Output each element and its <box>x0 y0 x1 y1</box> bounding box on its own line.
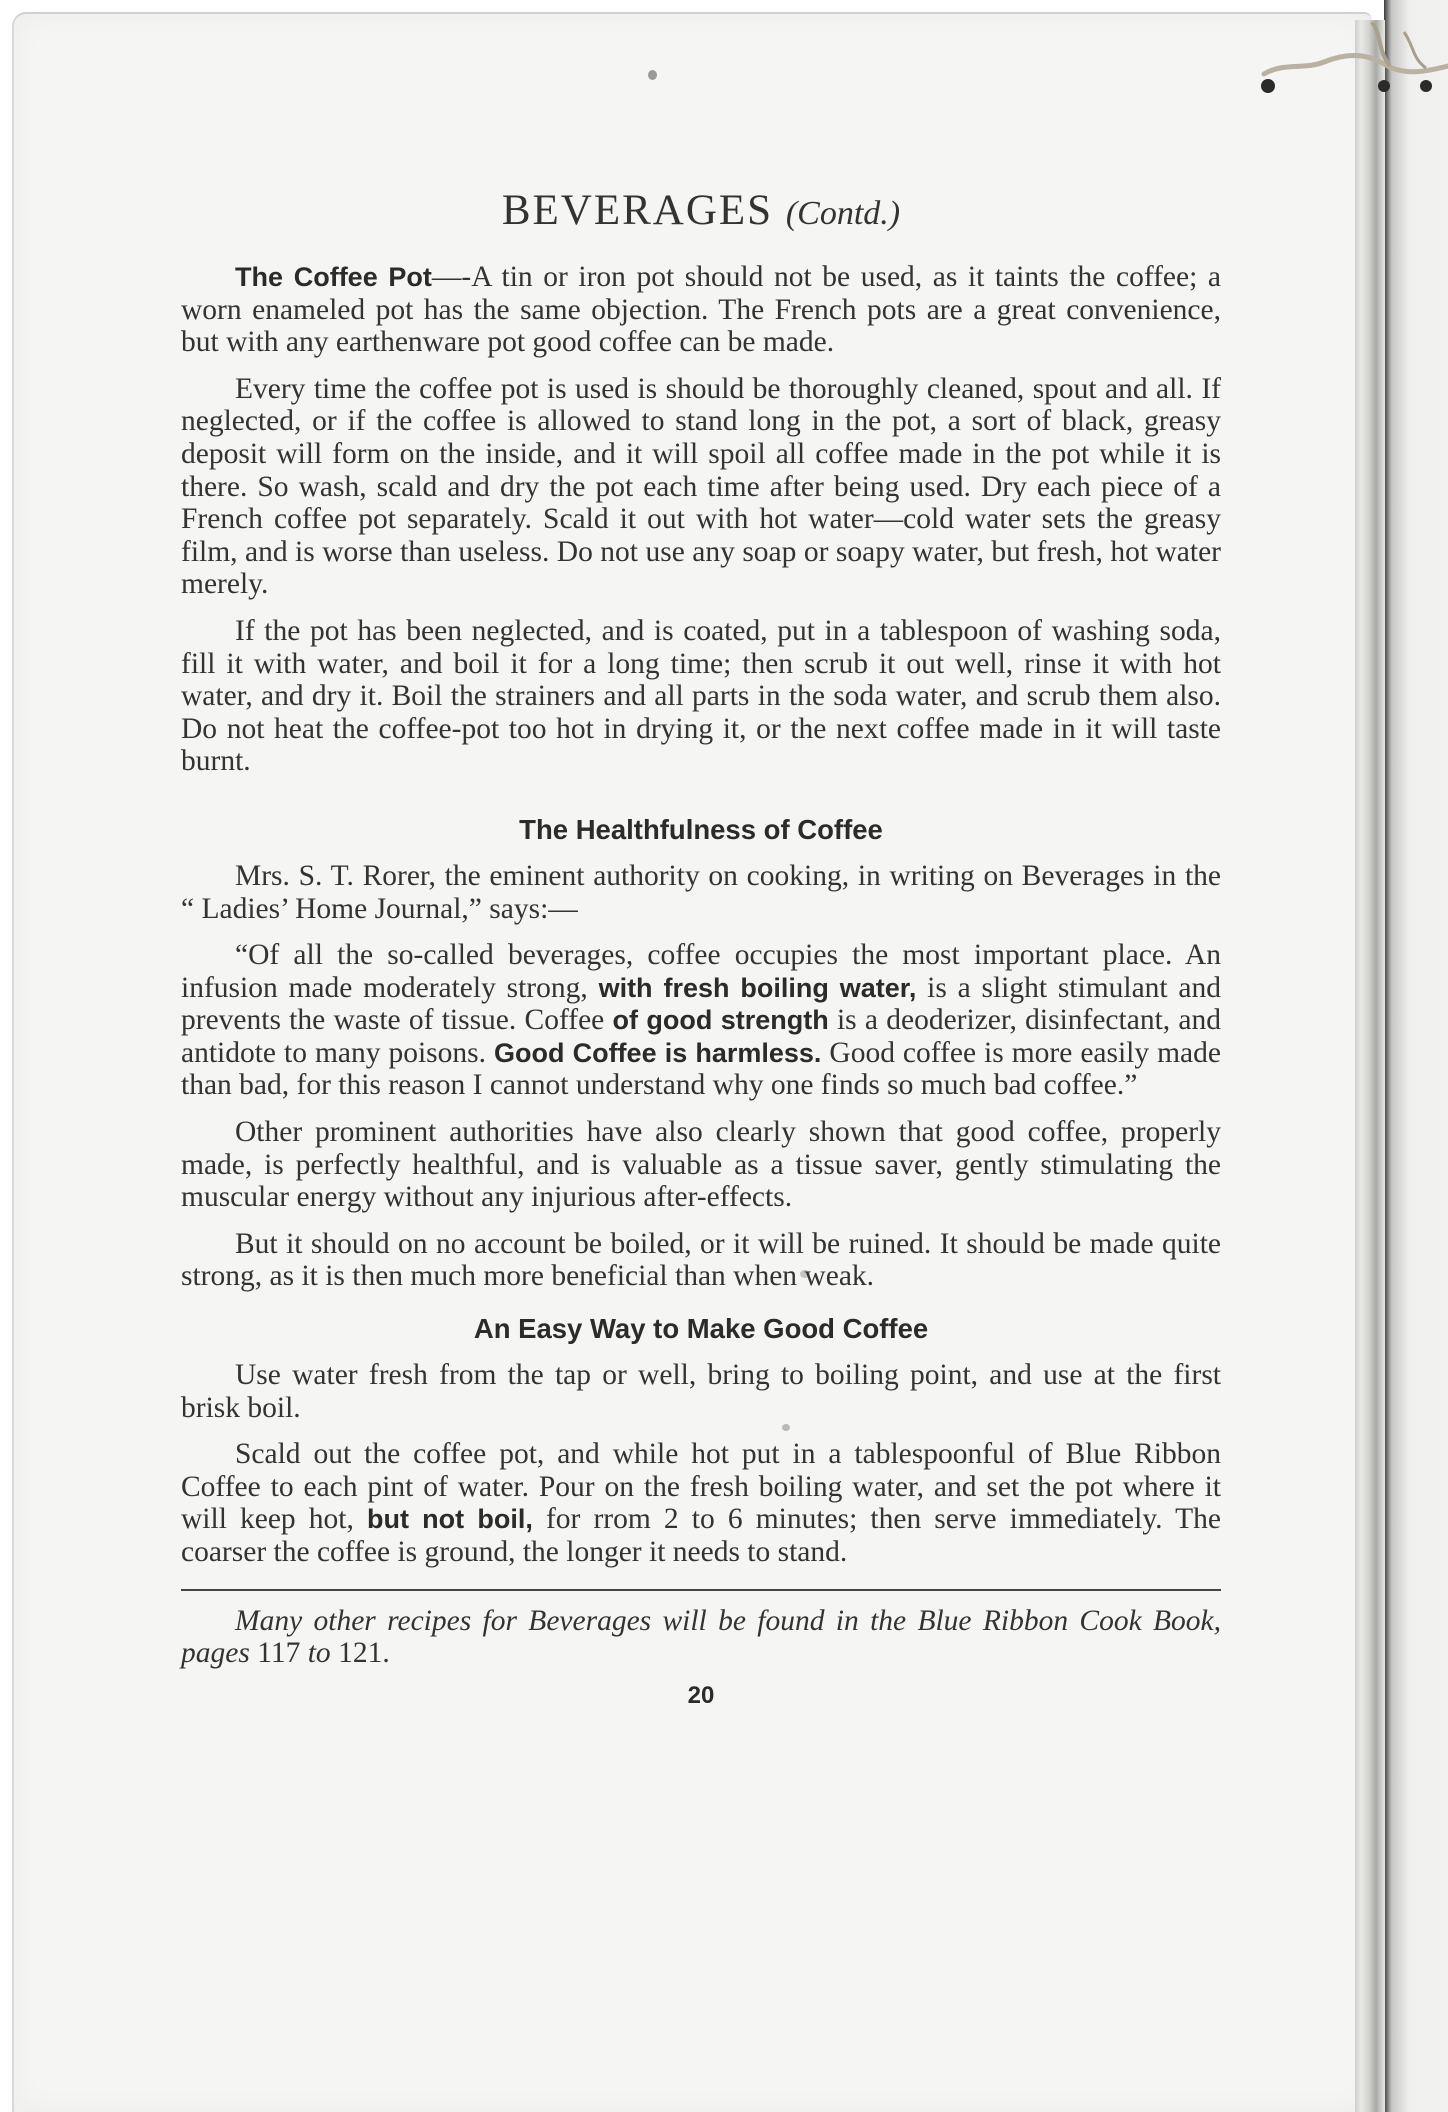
binding-string-graphic <box>1254 22 1448 102</box>
page-number: 20 <box>687 1681 715 1709</box>
coffee-pot-lead: The Coffee Pot <box>235 262 432 292</box>
footnote-page-start: 117 <box>257 1637 301 1670</box>
quote-part: is a slight stimulant and prevents the waste of tissue. Coffee <box>181 971 1222 1037</box>
footnote-text: Many other recipes for Beverages will be found in the Blue Ribbon Cook Book, pages <box>181 1604 1221 1670</box>
title-suffix: (Contd.) <box>785 195 901 232</box>
quote-bold: Good Coffee is harmless. <box>493 1037 822 1068</box>
paragraph-water: Use water fresh from the tap or well, bring to boiling point, and use at the first brisk boil. <box>181 1359 1221 1424</box>
paragraph-authorities: Other prominent authorities have also clearly shown that good coffee, properly made, is perfectly healthful, and is valuable as a tissue saver, gently stimulating the muscular energy without any injurious after-effects. <box>181 1116 1221 1214</box>
title-main: BEVERAGES <box>501 187 774 234</box>
heading-healthfulness: The Healthfulness of Coffee <box>519 813 883 845</box>
paragraph-scald <box>181 1438 1221 1568</box>
divider-rule <box>181 1589 1221 1591</box>
scald-part: for rrom 2 to 6 minutes; then serve immediately. The coarser the coffee is ground, the longer it needs to stand. <box>181 1503 1221 1568</box>
coffee-pot-text: —-A tin or iron pot should not be used, as it taints the coffee; a worn enameled pot has the same objection. The French pots are a great convenience, but with any earthenware pot good coffee can be made. <box>181 261 1221 359</box>
paragraph-quote <box>181 939 1221 1102</box>
paragraph-coffee-pot <box>181 261 1221 359</box>
paper-speck <box>648 70 657 80</box>
quote-part: “Of all the so-called beverages, coffee occupies the most important place. An infusion made moderately strong, <box>181 939 1221 1004</box>
footnote <box>181 1605 1221 1670</box>
paragraph-not-boiled: But it should on no account be boiled, or it will be ruined. It should be made quite strong, as it is then much more beneficial than when weak. <box>181 1227 1221 1293</box>
paragraph-rorer: Mrs. S. T. Rorer, the eminent authority on cooking, in writing on Beverages in the “ Ladies’ Home Journal,” says:— <box>181 859 1221 925</box>
back-page-edge <box>1384 0 1448 2112</box>
heading-easy-way: An Easy Way to Make Good Coffee <box>473 1313 929 1345</box>
footnote-to: to <box>307 1637 331 1670</box>
paragraph-neglected-pot: If the pot has been neglected, and is coated, put in a tablespoon of washing soda, fill it with water, and boil it for a long time; then scrub it out well, rinse it with hot water, and dry it. Boil the strainers and all parts in the soda water, and scrub them also. Do not heat the coffee-pot too hot in drying it, or the next coffee made in it will taste burnt. <box>181 614 1221 778</box>
scald-part: Scald out the coffee pot, and while hot put in a tablespoonful of Blue Ribbon Coffee to each pint of water. Pour on the fresh boiling water, and set the pot where it will keep hot, <box>181 1438 1221 1536</box>
quote-part: is a deoderizer, disinfectant, and antidote to many poisons. <box>181 1004 1221 1069</box>
quote-bold: with fresh boiling water, <box>598 972 917 1003</box>
footnote-page-end: 121. <box>338 1637 390 1670</box>
page-content <box>181 172 1221 1710</box>
page-title <box>181 186 1221 235</box>
page-stack-edge <box>1355 20 1385 2112</box>
paragraph-cleaning: Every time the coffee pot is used is should be thoroughly cleaned, spout and all. If neglected, or if the coffee is allowed to stand long in the pot, a sort of black, greasy deposit will form on the inside, and it will spoil all coffee made in the pot while it is there. So wash, scald and dry the pot each time after being used. Dry each piece of a French coffee pot separately. Scald it out with hot water—cold water sets the greasy film, and is worse than useless. Do not use any soap or soapy water, but fresh, hot water merely. <box>181 372 1221 601</box>
scald-bold: but not boil, <box>366 1504 533 1535</box>
quote-part: Good coffee is more easily made than bad, for this reason I cannot understand why one finds so much bad coffee.” <box>181 1036 1221 1102</box>
quote-bold: of good strength <box>612 1005 829 1036</box>
